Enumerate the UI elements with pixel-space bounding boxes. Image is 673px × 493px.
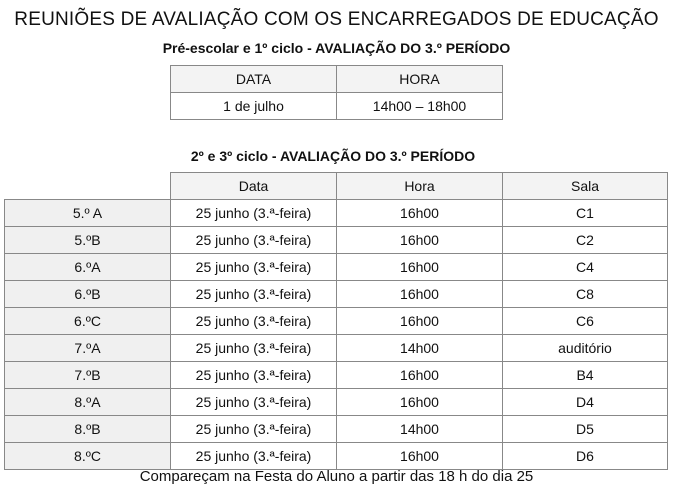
room-cell: D4: [503, 389, 668, 416]
time-cell: 14h00: [337, 416, 503, 443]
time-cell: 14h00 – 18h00: [337, 93, 503, 120]
class-cell: 6.ºC: [5, 308, 171, 335]
header-date: Data: [171, 173, 337, 200]
table-row: [5, 443, 668, 470]
time-cell: 16h00: [337, 362, 503, 389]
time-cell: 16h00: [337, 308, 503, 335]
table-row: [171, 93, 503, 120]
header-blank: [5, 173, 171, 200]
room-cell: D6: [503, 443, 668, 470]
preschool-schedule-table: [170, 65, 503, 120]
class-cell: 5.ºB: [5, 227, 171, 254]
room-cell: C4: [503, 254, 668, 281]
table-row: [5, 308, 668, 335]
date-cell: 25 junho (3.ª-feira): [171, 308, 337, 335]
date-cell: 1 de julho: [171, 93, 337, 120]
footer-note: Compareçam na Festa do Aluno a partir das 18 h do dia 25: [139, 468, 534, 485]
section1-subtitle: Pré-escolar e 1º ciclo - AVALIAÇÃO DO 3.º PERÍODO: [162, 40, 511, 56]
room-cell: C8: [503, 281, 668, 308]
date-cell: 25 junho (3.ª-feira): [171, 254, 337, 281]
room-cell: D5: [503, 416, 668, 443]
room-cell: auditório: [503, 335, 668, 362]
date-cell: 25 junho (3.ª-feira): [171, 200, 337, 227]
date-cell: 25 junho (3.ª-feira): [171, 389, 337, 416]
class-cell: 5.º A: [5, 200, 171, 227]
table-row: [5, 254, 668, 281]
table-row: [5, 416, 668, 443]
table-header-row: [5, 173, 668, 200]
date-cell: 25 junho (3.ª-feira): [171, 335, 337, 362]
date-cell: 25 junho (3.ª-feira): [171, 443, 337, 470]
header-room: Sala: [503, 173, 668, 200]
table-row: [5, 362, 668, 389]
room-cell: C6: [503, 308, 668, 335]
time-cell: 16h00: [337, 200, 503, 227]
class-cell: 6.ºA: [5, 254, 171, 281]
class-cell: 7.ºB: [5, 362, 171, 389]
time-cell: 16h00: [337, 389, 503, 416]
class-cell: 8.ºA: [5, 389, 171, 416]
time-cell: 14h00: [337, 335, 503, 362]
section2-subtitle: 2º e 3º ciclo - AVALIAÇÃO DO 3.º PERÍODO: [190, 148, 476, 164]
room-cell: C2: [503, 227, 668, 254]
room-cell: C1: [503, 200, 668, 227]
date-cell: 25 junho (3.ª-feira): [171, 227, 337, 254]
header-time: HORA: [337, 66, 503, 93]
date-cell: 25 junho (3.ª-feira): [171, 362, 337, 389]
header-date: DATA: [171, 66, 337, 93]
table-row: [5, 227, 668, 254]
time-cell: 16h00: [337, 227, 503, 254]
table-row: [5, 200, 668, 227]
date-cell: 25 junho (3.ª-feira): [171, 281, 337, 308]
cycle-schedule-table: [4, 172, 668, 470]
class-cell: 6.ºB: [5, 281, 171, 308]
table-header-row: [171, 66, 503, 93]
time-cell: 16h00: [337, 254, 503, 281]
time-cell: 16h00: [337, 281, 503, 308]
class-cell: 7.ºA: [5, 335, 171, 362]
table-row: [5, 281, 668, 308]
header-time: Hora: [337, 173, 503, 200]
time-cell: 16h00: [337, 443, 503, 470]
page-title: REUNIÕES DE AVALIAÇÃO COM OS ENCARREGADOS DE EDUCAÇÃO: [14, 9, 659, 30]
room-cell: B4: [503, 362, 668, 389]
table-row: [5, 335, 668, 362]
date-cell: 25 junho (3.ª-feira): [171, 416, 337, 443]
class-cell: 8.ºC: [5, 443, 171, 470]
class-cell: 8.ºB: [5, 416, 171, 443]
table-row: [5, 389, 668, 416]
